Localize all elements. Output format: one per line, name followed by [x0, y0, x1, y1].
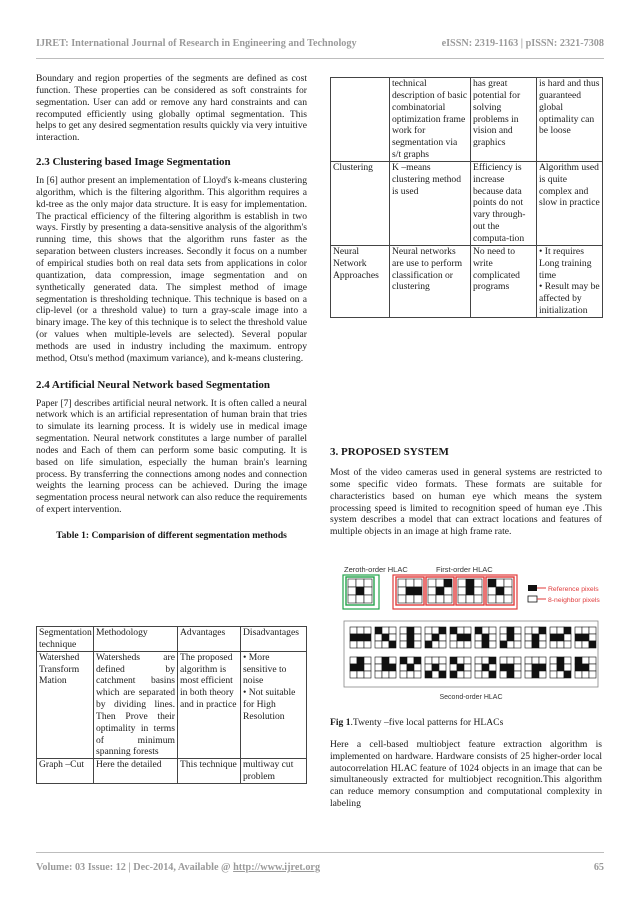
legend-reference-pixels: Reference pixels — [548, 586, 599, 593]
right-column-lower — [330, 717, 602, 810]
header-technique: Segmentation technique — [37, 627, 94, 652]
table-row-graph-cut-continued — [331, 78, 603, 162]
hlac-mask — [346, 577, 374, 605]
bullet-item: • Not suitable for High Resolution — [243, 687, 296, 722]
header-rule — [36, 58, 604, 59]
table-row-clustering — [331, 161, 603, 245]
journal-link[interactable]: http://www.ijret.org — [233, 862, 321, 873]
cell-advantages: This technique — [178, 759, 241, 784]
cell-disadvantages: multiway cut problem — [241, 759, 307, 784]
bullet-item: • It requires Long training time — [539, 245, 592, 281]
cell-disadvantages — [241, 651, 307, 759]
cell-technique: Graph –Cut — [37, 759, 94, 784]
header-methodology: Methodology — [94, 627, 178, 652]
hlac-mask — [425, 627, 446, 648]
cell-methodology: K –means clustering method is used — [390, 161, 471, 245]
zeroth-order-label: Zeroth-order HLAC — [344, 565, 408, 574]
hlac-mask — [396, 577, 424, 605]
journal-name: IJRET: International Journal of Research in Engineering and Technology — [36, 38, 357, 49]
cell-technique: Clustering — [331, 161, 390, 245]
page-number: 65 — [593, 862, 604, 873]
cell-disadvantages — [537, 245, 603, 317]
first-order-label: First-order HLAC — [436, 565, 493, 574]
hlac-mask — [550, 657, 571, 678]
hlac-mask — [486, 577, 514, 605]
hlac-mask — [550, 627, 571, 648]
figure-caption: Fig 1.Twenty –five local patterns for HLACs — [330, 717, 504, 728]
hlac-mask — [450, 627, 471, 648]
table-row-watershed — [37, 651, 307, 759]
cell-methodology: Here the detailed — [94, 759, 178, 784]
cell-methodology: Watersheds are defined by catchment basins which are separated by dividing lines. Then Prove their optimality in terms of minimum spanning forests — [94, 651, 178, 759]
legend-neighbor-pixels: 8-neighbor pixels — [548, 597, 600, 604]
cell-methodology: Neural networks are use to perform classification or clustering — [390, 245, 471, 317]
hlac-figure — [340, 563, 602, 701]
hlac-mask — [400, 627, 421, 648]
bullet-item: • More sensitive to noise — [243, 651, 287, 687]
header-advantages: Advantages — [178, 627, 241, 652]
second-order-group — [344, 621, 598, 687]
hlac-mask — [456, 577, 484, 605]
hlac-mask — [525, 657, 546, 678]
hlac-mask — [500, 657, 521, 678]
section-3-heading: 3. PROPOSED SYSTEM — [330, 446, 449, 458]
table-caption: Table 1: Comparision of different segmentation methods — [56, 530, 287, 541]
cell-disadvantages: Algorithm used is quite complex and slow in practice — [537, 161, 603, 245]
section-3-body: Most of the video cameras used in general systems are restricted to some specific video formats. These formats are suitable for characteristics based on human eye which means the system processing speed is limited to recognition speed of human eye .This system describes a model that can extract locations and features of multiple objects in an image at high frame rate. — [330, 467, 602, 538]
hlac-mask — [525, 627, 546, 648]
zeroth-order-group — [343, 575, 379, 609]
table-header-row — [37, 627, 307, 652]
hlac-mask — [426, 577, 454, 605]
hlac-mask — [575, 657, 596, 678]
hlac-mask — [375, 657, 396, 678]
right-column-upper — [330, 446, 602, 538]
first-order-group — [393, 575, 517, 609]
cell-disadvantages: is hard and thus guaranteed global optimality can be loose — [537, 78, 603, 162]
bullet-item: • Result may be affected by initialization — [539, 281, 600, 317]
section-2-3-body: In [6] author present an implementation of Lloyd's k-means clustering algorithm, which is the filtering algorithm. This algorithm requires a kd-tree as the only major data structure. It is easy for implementation. The practical efficiency of the filtering algorithm is establish in two ways. Firstly by presenting a data-sensitive analysis of the algorithm's running time, this shows that the algorithm runs faster as the separation between clusters increases. Secondly it focus on a number of empirical studies both on real data sets from applications in color quantization, data compression, image segmentation and on synthetically generated data. The simplest method of image segmentation is thresholding technique. This technique is based on a clip-level (or a threshold value) to turn a gray-scale image into a binary image. The key of this technique is to select the threshold value (or values when multiple-levels are selected). Several popular methods are used in industry including the maximum. entropy method, Otsu's method (maximum variance), and k-means clustering. — [36, 175, 307, 364]
cell-advantages: The proposed algorithm is most efficient in both theory and in practice — [178, 651, 241, 759]
footer-rule — [36, 852, 604, 853]
hlac-mask — [350, 657, 371, 678]
volume-info: Volume: 03 Issue: 12 | Dec-2014, Available @ http://www.ijret.org — [36, 862, 321, 873]
table-row-neural-network — [331, 245, 603, 317]
hlac-mask — [400, 657, 421, 678]
intro-paragraph: Boundary and region properties of the segments are defined as cost function. These properties can be considered as soft constraints for segmentation. User can add or remove any hard constraints and can recomputed efficiently using globally optimal segmentation. This helps to get any desired segmentation results quickly via very intuitive interaction. — [36, 73, 307, 144]
hlac-mask — [475, 657, 496, 678]
section-2-3-heading: 2.3 Clustering based Image Segmentation — [36, 156, 231, 169]
hlac-mask — [500, 627, 521, 648]
hlac-patterns-diagram — [340, 563, 602, 701]
after-figure-paragraph: Here a cell-based multiobject feature extraction algorithm is implemented on hardware. Hardware consists of 25 higher-order local autocorrelation HLAC feature of 1024 objects in an image that can be simultaneously extracted for multiobject recognition.This algorithm can reduce memory consumption and computational complexity in labeling — [330, 738, 602, 810]
cell-technique — [331, 78, 390, 162]
left-column — [36, 73, 307, 542]
hlac-mask — [450, 657, 471, 678]
hlac-mask — [375, 627, 396, 648]
cell-technique: Neural Network Approaches — [331, 245, 390, 317]
hlac-mask — [475, 627, 496, 648]
cell-methodology: technical description of basic combinatorial optimization frame work for segmentation via s/t graphs — [390, 78, 471, 162]
hlac-mask — [425, 657, 446, 678]
hlac-mask — [575, 627, 596, 648]
issn: eISSN: 2319-1163 | pISSN: 2321-7308 — [441, 38, 604, 49]
section-2-4-heading: 2.4 Artificial Neural Network based Segmentation — [36, 378, 271, 391]
hlac-mask — [350, 627, 371, 648]
second-order-label: Second-order HLAC — [439, 694, 503, 701]
table-row-graph-cut — [37, 759, 307, 784]
section-2-4-body: Paper [7] describes artificial neural network. It is often called a neural network which is an artificial representation of human brain that tries to simulate its learning process. It is widely use in medical image segmentation. Neural network constitutes a large number of parallel nodes and Each of them can perform some basic computing. It is based on life simulation, especially the human brain's learning process. By transferring the connections among nodes and connection weights the learning process can be achieved. During the image segmentation process neural network can also reduce the requirements of expert intervention. — [36, 397, 307, 516]
comparison-table-part-1 — [36, 626, 307, 784]
comparison-table-part-2 — [330, 77, 603, 318]
cell-advantages: No need to write complicated programs — [471, 245, 537, 317]
cell-advantages: Efficiency is increase because data points do not vary through-out the computa-tion — [471, 161, 537, 245]
cell-technique: Watershed Transform Mation — [37, 651, 94, 759]
cell-advantages: has great potential for solving problems in vision and graphics — [471, 78, 537, 162]
header-disadvantages: Disadvantages — [241, 627, 307, 652]
legend — [528, 585, 600, 604]
